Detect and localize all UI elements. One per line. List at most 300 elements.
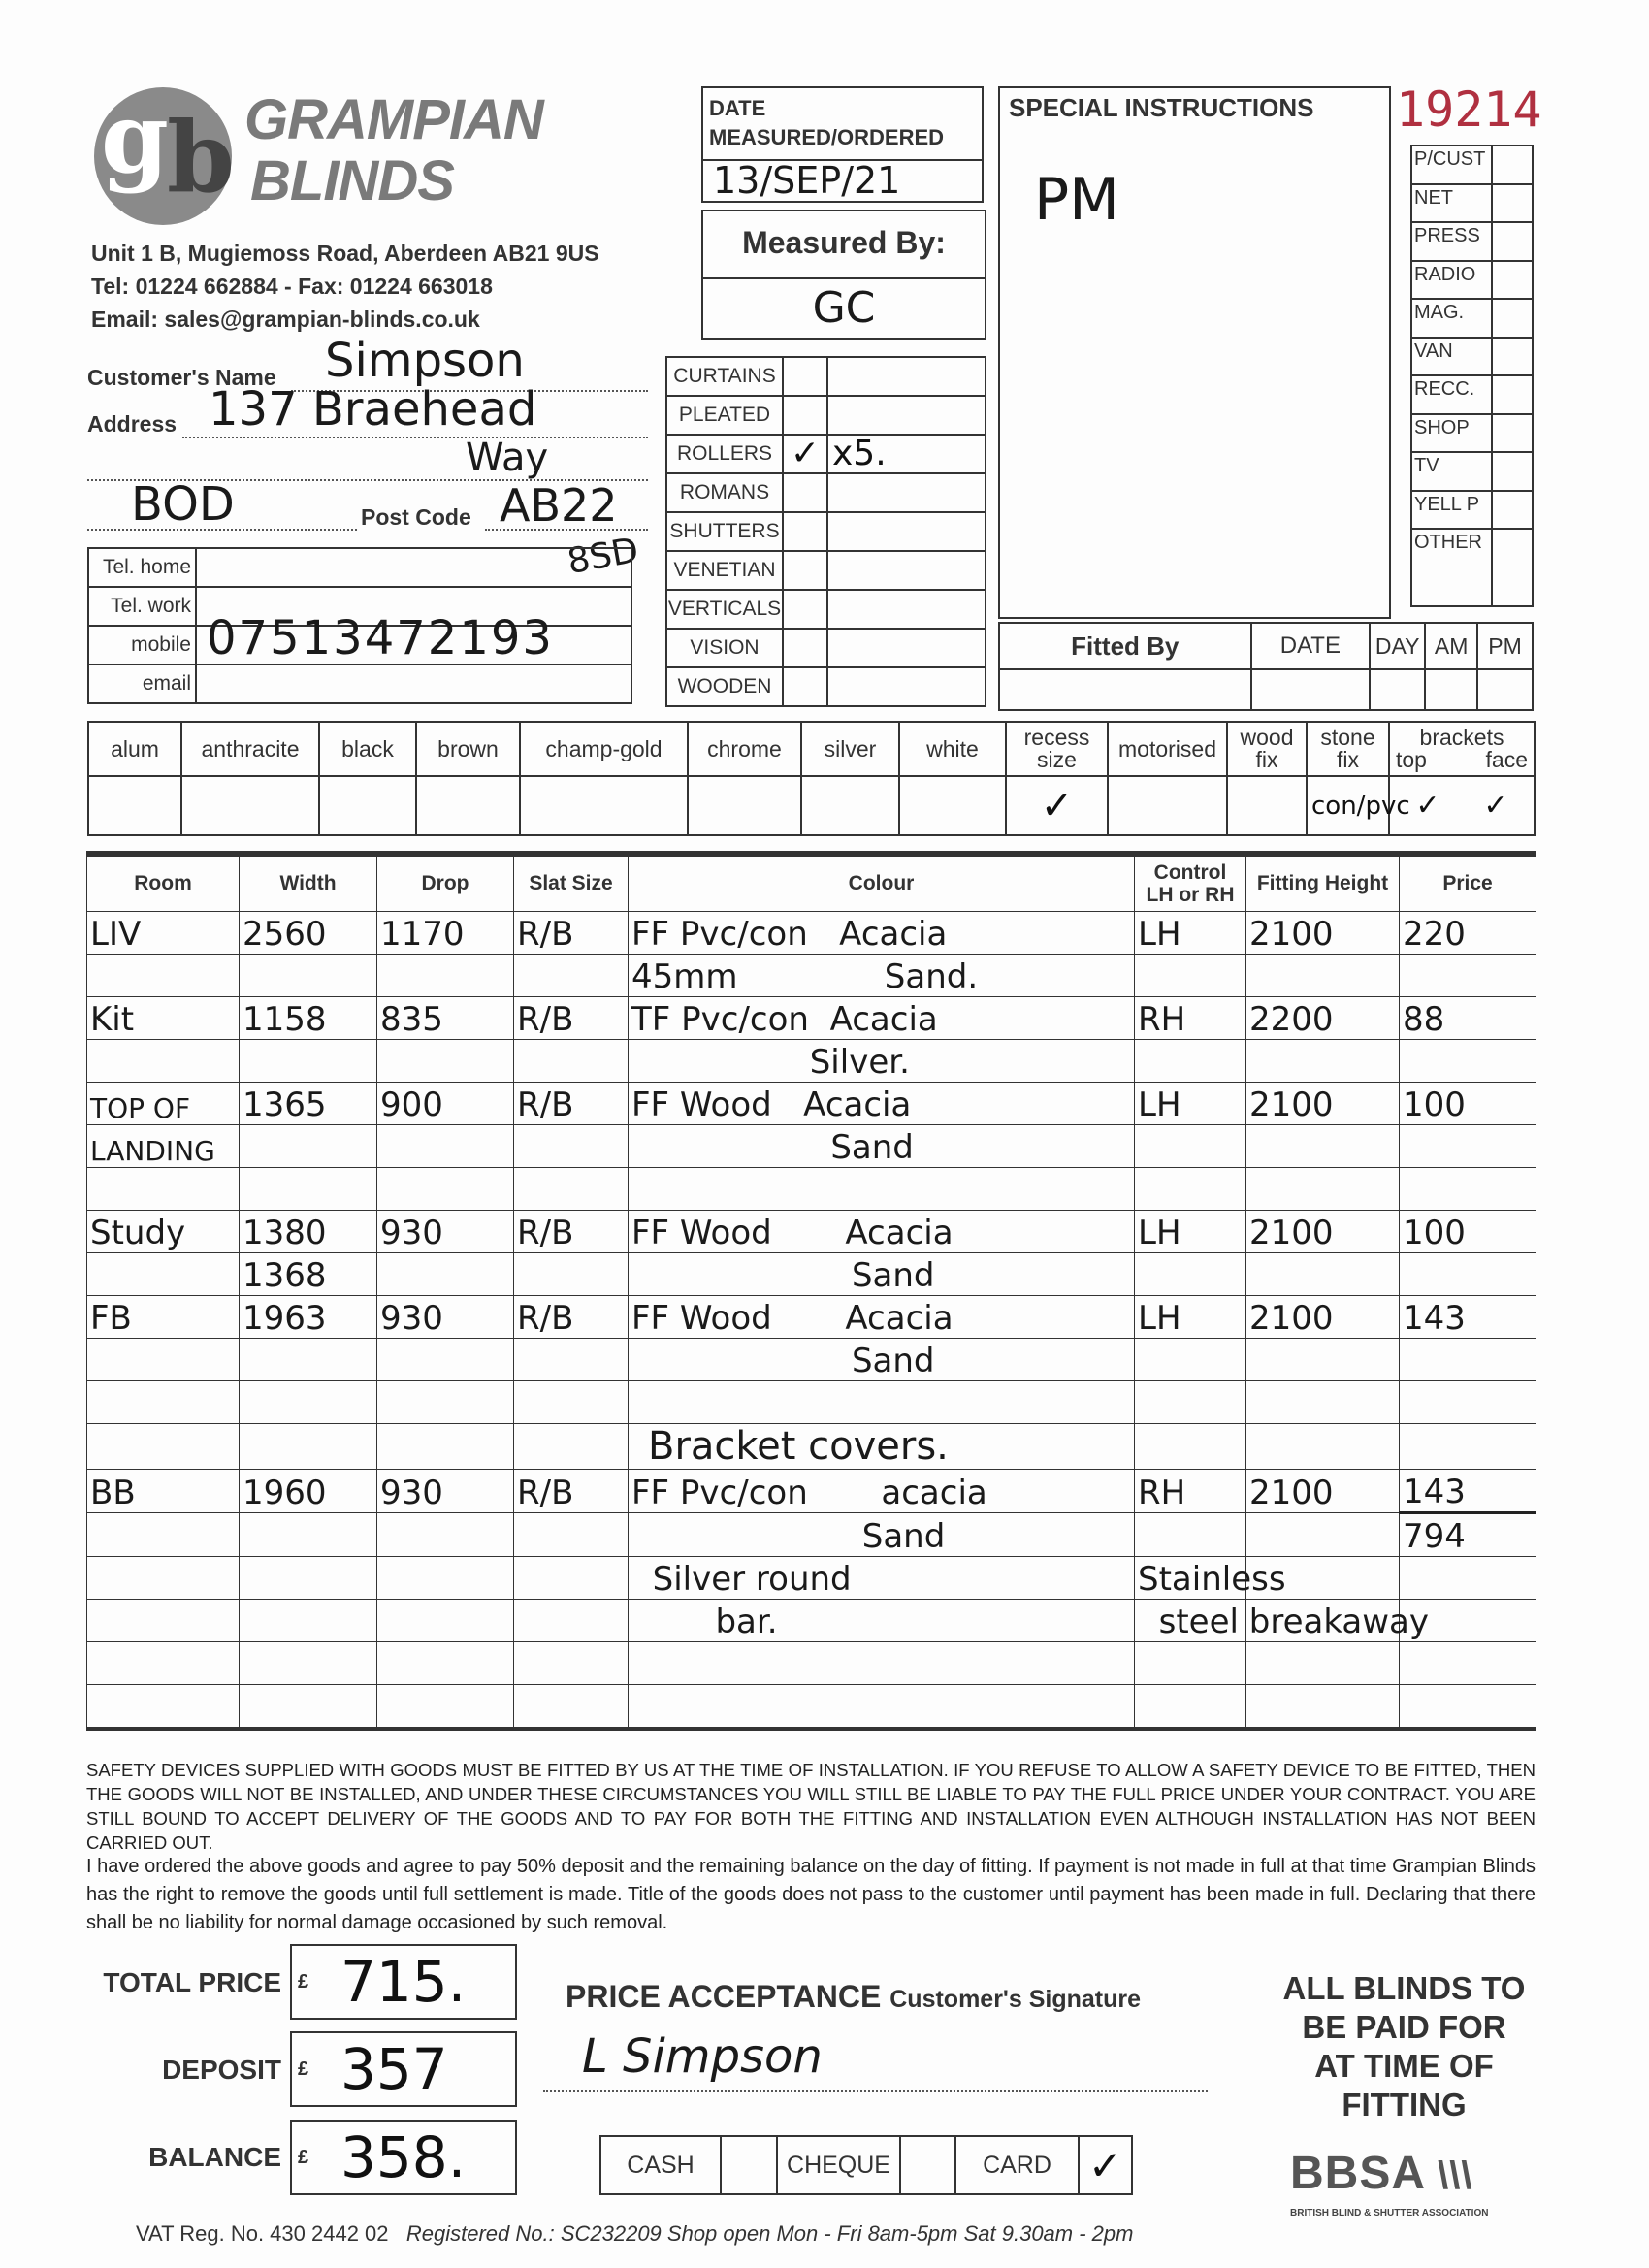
cell-control[interactable] bbox=[1135, 1513, 1246, 1557]
cell-slat-size[interactable] bbox=[514, 1253, 629, 1296]
cell-control[interactable] bbox=[1135, 1125, 1246, 1168]
cell-slat-size[interactable]: R/B bbox=[514, 997, 629, 1040]
table-row bbox=[87, 1470, 1536, 1513]
cell-width[interactable]: 1365 bbox=[240, 1083, 377, 1125]
cell-drop[interactable]: 930 bbox=[377, 1296, 514, 1339]
brackets-header bbox=[1389, 722, 1535, 776]
source-label: NET bbox=[1411, 184, 1492, 223]
cell-drop[interactable] bbox=[377, 1253, 514, 1296]
column-header-colour: Colour bbox=[629, 857, 1135, 912]
cell-colour[interactable] bbox=[629, 1168, 1135, 1211]
source-label: P/CUST bbox=[1411, 146, 1492, 184]
cell-room[interactable] bbox=[87, 1381, 240, 1424]
option-header: brown bbox=[416, 722, 520, 776]
source-label: OTHER bbox=[1411, 529, 1492, 606]
cell-room[interactable]: TOP OF bbox=[87, 1083, 240, 1125]
logo-mark-b: b bbox=[167, 100, 235, 214]
cell-colour[interactable]: TF Pvc/con Acacia bbox=[629, 997, 1135, 1040]
cell-colour[interactable]: Sand bbox=[629, 1125, 1135, 1168]
cell-price[interactable] bbox=[1400, 1424, 1536, 1470]
table-row bbox=[87, 1557, 1536, 1600]
table-row bbox=[87, 1296, 1536, 1339]
blind-type-label: VISION bbox=[666, 629, 783, 667]
cell-colour[interactable]: Silver round bbox=[629, 1557, 1135, 1600]
option-header: anthracite bbox=[181, 722, 319, 776]
cell-width[interactable] bbox=[240, 1600, 377, 1642]
contact-table bbox=[87, 547, 632, 704]
cell-slat-size[interactable]: R/B bbox=[514, 1296, 629, 1339]
table-row bbox=[87, 1083, 1536, 1125]
cell-control[interactable] bbox=[1135, 1168, 1246, 1211]
cell-fitting-height[interactable] bbox=[1246, 1685, 1400, 1730]
cell-drop[interactable] bbox=[377, 1125, 514, 1168]
cell-fitting-height[interactable] bbox=[1246, 1040, 1400, 1083]
special-instructions-value[interactable]: PM bbox=[1034, 166, 1119, 234]
cell-control[interactable]: steel breakaway bbox=[1135, 1600, 1246, 1642]
source-checkbox[interactable] bbox=[1492, 491, 1533, 530]
cell-control[interactable] bbox=[1135, 1339, 1246, 1381]
cell-drop[interactable] bbox=[377, 1685, 514, 1730]
date-value[interactable]: 13/SEP/21 bbox=[713, 159, 901, 202]
table-row bbox=[87, 1424, 1536, 1470]
cell-width[interactable]: 1368 bbox=[240, 1253, 377, 1296]
blind-type-qty[interactable] bbox=[827, 396, 986, 435]
source-label: SHOP bbox=[1411, 414, 1492, 453]
cell-fitting-height[interactable] bbox=[1246, 1339, 1400, 1381]
cell-slat-size[interactable] bbox=[514, 1381, 629, 1424]
cell-control[interactable]: LH bbox=[1135, 912, 1246, 955]
measurement-table bbox=[86, 851, 1536, 1731]
cell-width[interactable]: 1963 bbox=[240, 1296, 377, 1339]
cell-width[interactable] bbox=[240, 1040, 377, 1083]
option-value[interactable] bbox=[416, 776, 520, 835]
cell-slat-size[interactable] bbox=[514, 1168, 629, 1211]
balance-label: BALANCE bbox=[148, 2142, 281, 2172]
cell-drop[interactable]: 900 bbox=[377, 1083, 514, 1125]
total-price-label: TOTAL PRICE bbox=[103, 1967, 281, 1997]
source-checkbox[interactable] bbox=[1492, 338, 1533, 376]
cell-colour[interactable]: bar. bbox=[629, 1600, 1135, 1642]
cell-price[interactable]: 88 bbox=[1400, 997, 1536, 1040]
cell-slat-size[interactable] bbox=[514, 1642, 629, 1685]
cell-control[interactable] bbox=[1135, 955, 1246, 997]
cell-price[interactable] bbox=[1400, 1168, 1536, 1211]
cell-fitting-height[interactable] bbox=[1246, 1125, 1400, 1168]
blind-type-label: CURTAINS bbox=[666, 357, 783, 396]
cell-width[interactable]: 1960 bbox=[240, 1470, 377, 1513]
cell-slat-size[interactable] bbox=[514, 1040, 629, 1083]
cell-fitting-height[interactable]: 2100 bbox=[1246, 1211, 1400, 1253]
cell-drop[interactable] bbox=[377, 1513, 514, 1557]
cell-colour[interactable]: Sand bbox=[629, 1253, 1135, 1296]
column-header-control: Control LH or RH bbox=[1135, 857, 1246, 912]
cell-width[interactable] bbox=[240, 1168, 377, 1211]
table-row bbox=[87, 1125, 1536, 1168]
cell-colour[interactable]: FF Pvc/con acacia bbox=[629, 1470, 1135, 1513]
price-acceptance-title bbox=[566, 1979, 1141, 2015]
tel-home-input[interactable] bbox=[196, 548, 631, 587]
blind-type-label: ROLLERS bbox=[666, 435, 783, 473]
cell-room[interactable]: Study bbox=[87, 1211, 240, 1253]
cash-checkbox[interactable] bbox=[721, 2136, 777, 2194]
blind-type-checkbox[interactable] bbox=[783, 667, 827, 706]
cell-control[interactable] bbox=[1135, 1642, 1246, 1685]
cell-width[interactable] bbox=[240, 1642, 377, 1685]
cell-control[interactable]: LH bbox=[1135, 1083, 1246, 1125]
mobile-value: 07513472193 bbox=[207, 611, 554, 665]
fitted-date-input[interactable] bbox=[1251, 669, 1371, 710]
address-line-1[interactable]: 137 Braehead bbox=[209, 382, 537, 437]
cell-price[interactable] bbox=[1400, 1557, 1536, 1600]
card-checkbox[interactable]: ✓ bbox=[1079, 2136, 1132, 2194]
brackets-face-label: face bbox=[1485, 747, 1528, 772]
cell-fitting-height[interactable]: 2100 bbox=[1246, 912, 1400, 955]
cell-room[interactable] bbox=[87, 1253, 240, 1296]
options-table bbox=[87, 721, 1536, 836]
cell-slat-size[interactable]: R/B bbox=[514, 1083, 629, 1125]
cell-width[interactable] bbox=[240, 1557, 377, 1600]
cell-control[interactable]: RH bbox=[1135, 997, 1246, 1040]
cell-control[interactable]: LH bbox=[1135, 1211, 1246, 1253]
option-value[interactable]: con/pvc bbox=[1307, 776, 1389, 835]
special-instructions-label: SPECIAL INSTRUCTIONS bbox=[1009, 93, 1314, 122]
option-value[interactable] bbox=[1227, 776, 1307, 835]
option-value[interactable] bbox=[88, 776, 181, 835]
cell-price[interactable]: 220 bbox=[1400, 912, 1536, 955]
cell-room[interactable]: BB bbox=[87, 1470, 240, 1513]
company-email: Email: sales@grampian-blinds.co.uk bbox=[91, 307, 480, 332]
brackets-face-check[interactable]: ✓ bbox=[1483, 789, 1508, 823]
cash-label: CASH bbox=[600, 2136, 721, 2194]
source-label: PRESS bbox=[1411, 222, 1492, 261]
cell-slat-size[interactable]: R/B bbox=[514, 1211, 629, 1253]
cell-slat-size[interactable] bbox=[514, 1557, 629, 1600]
fitted-day-input[interactable] bbox=[1370, 669, 1425, 710]
blind-type-checkbox[interactable]: ✓ bbox=[783, 435, 827, 473]
cell-room[interactable] bbox=[87, 1040, 240, 1083]
customer-signature[interactable]: L Simpson bbox=[582, 2029, 823, 2084]
table-row bbox=[87, 955, 1536, 997]
column-header-drop: Drop bbox=[377, 857, 514, 912]
cell-width[interactable] bbox=[240, 1685, 377, 1730]
measured-by-value[interactable]: GC bbox=[812, 283, 876, 333]
table-row bbox=[87, 1211, 1536, 1253]
cell-slat-size[interactable] bbox=[514, 1600, 629, 1642]
address-line-2[interactable]: Way bbox=[466, 436, 549, 480]
notice-line: FITTING bbox=[1342, 2087, 1467, 2122]
option-header: wood fix bbox=[1227, 722, 1307, 776]
cell-width[interactable] bbox=[240, 1381, 377, 1424]
blind-type-qty[interactable] bbox=[827, 357, 986, 396]
table-row bbox=[87, 1600, 1536, 1642]
option-value[interactable] bbox=[1108, 776, 1227, 835]
cell-colour[interactable]: FF Pvc/con Acacia bbox=[629, 912, 1135, 955]
table-header bbox=[87, 857, 1536, 912]
cell-price[interactable]: 143 bbox=[1400, 1470, 1536, 1513]
cell-price[interactable]: 794 bbox=[1400, 1513, 1536, 1557]
cell-width[interactable]: 1158 bbox=[240, 997, 377, 1040]
blind-type-checkbox[interactable] bbox=[783, 396, 827, 435]
cell-slat-size[interactable] bbox=[514, 1424, 629, 1470]
cell-room[interactable] bbox=[87, 1642, 240, 1685]
cell-drop[interactable] bbox=[377, 1557, 514, 1600]
cell-colour[interactable]: 45mm Sand. bbox=[629, 955, 1135, 997]
bbsa-logo-text: BBSA bbox=[1290, 2148, 1427, 2199]
blind-type-label: VENETIAN bbox=[666, 551, 783, 590]
customer-name-value[interactable]: Simpson bbox=[325, 334, 525, 388]
column-header-room: Room bbox=[87, 857, 240, 912]
cell-drop[interactable] bbox=[377, 1600, 514, 1642]
company-name-1: GRAMPIAN bbox=[244, 88, 543, 151]
source-checkbox[interactable] bbox=[1492, 414, 1533, 453]
cell-fitting-height[interactable]: 2100 bbox=[1246, 1470, 1400, 1513]
cell-slat-size[interactable] bbox=[514, 1339, 629, 1381]
cell-price[interactable] bbox=[1400, 1381, 1536, 1424]
cell-drop[interactable] bbox=[377, 1381, 514, 1424]
cell-slat-size[interactable] bbox=[514, 1513, 629, 1557]
cell-slat-size[interactable]: R/B bbox=[514, 1470, 629, 1513]
blind-type-checkbox[interactable] bbox=[783, 551, 827, 590]
cell-price[interactable] bbox=[1400, 1600, 1536, 1642]
blind-type-checkbox[interactable] bbox=[783, 473, 827, 512]
cell-fitting-height[interactable] bbox=[1246, 1168, 1400, 1211]
bbsa-caption: BRITISH BLIND & SHUTTER ASSOCIATION bbox=[1290, 2208, 1489, 2219]
cell-room[interactable]: LIV bbox=[87, 912, 240, 955]
cell-control[interactable] bbox=[1135, 1381, 1246, 1424]
notice-line: BE PAID FOR bbox=[1302, 2009, 1506, 2045]
customer-name-label: Customer's Name bbox=[87, 365, 276, 390]
blind-type-qty[interactable] bbox=[827, 551, 986, 590]
cell-colour[interactable]: FF Wood Acacia bbox=[629, 1083, 1135, 1125]
option-header: alum bbox=[88, 722, 181, 776]
cell-colour[interactable] bbox=[629, 1381, 1135, 1424]
option-value[interactable] bbox=[688, 776, 801, 835]
cell-room[interactable] bbox=[87, 1424, 240, 1470]
source-checkbox[interactable] bbox=[1492, 146, 1533, 184]
source-label: TV bbox=[1411, 452, 1492, 491]
email-input[interactable] bbox=[196, 664, 631, 703]
bbsa-logo: BBSA \\\ bbox=[1290, 2148, 1473, 2199]
registration-info: Registered No.: SC232209 Shop open Mon - Fri 8am-5pm Sat 9.30am - 2pm bbox=[405, 2221, 1134, 2246]
cell-width[interactable] bbox=[240, 1513, 377, 1557]
postcode-extra[interactable]: 8SD bbox=[564, 530, 642, 583]
cell-control[interactable]: RH bbox=[1135, 1470, 1246, 1513]
blind-type-checkbox[interactable] bbox=[783, 512, 827, 551]
deposit-box[interactable] bbox=[290, 2031, 517, 2107]
table-row bbox=[87, 1040, 1536, 1083]
source-checkbox[interactable] bbox=[1492, 529, 1533, 606]
option-value[interactable] bbox=[801, 776, 899, 835]
company-address: Unit 1 B, Mugiemoss Road, Aberdeen AB21 9US bbox=[91, 241, 599, 266]
cell-control[interactable]: LH bbox=[1135, 1296, 1246, 1339]
cell-slat-size[interactable] bbox=[514, 1685, 629, 1730]
cheque-label: CHEQUE bbox=[777, 2136, 900, 2194]
cell-room[interactable] bbox=[87, 955, 240, 997]
option-header: motorised bbox=[1108, 722, 1227, 776]
cell-price[interactable] bbox=[1400, 955, 1536, 997]
company-name-2: BLINDS bbox=[250, 149, 454, 212]
cell-drop[interactable] bbox=[377, 1339, 514, 1381]
blind-type-checkbox[interactable] bbox=[783, 629, 827, 667]
blind-type-label: WOODEN bbox=[666, 667, 783, 706]
cell-colour[interactable]: FF Wood Acacia bbox=[629, 1211, 1135, 1253]
cell-price[interactable] bbox=[1400, 1125, 1536, 1168]
cell-control[interactable] bbox=[1135, 1040, 1246, 1083]
cell-room[interactable]: LANDING bbox=[87, 1125, 240, 1168]
fitted-am-input[interactable] bbox=[1425, 669, 1477, 710]
cell-control[interactable] bbox=[1135, 1253, 1246, 1296]
cell-price[interactable] bbox=[1400, 1040, 1536, 1083]
cell-drop[interactable]: 930 bbox=[377, 1211, 514, 1253]
blind-type-qty[interactable] bbox=[827, 667, 986, 706]
blind-type-qty[interactable]: x5. bbox=[827, 435, 986, 473]
cell-colour[interactable]: Sand bbox=[629, 1339, 1135, 1381]
cell-slat-size[interactable] bbox=[514, 955, 629, 997]
cell-colour[interactable]: Sand bbox=[629, 1513, 1135, 1557]
cell-room[interactable] bbox=[87, 1168, 240, 1211]
signature-label: Customer's Signature bbox=[889, 1986, 1142, 2013]
cell-drop[interactable] bbox=[377, 1168, 514, 1211]
cell-colour[interactable]: Bracket covers. bbox=[629, 1424, 1135, 1470]
option-value[interactable] bbox=[319, 776, 416, 835]
order-number: 19214 bbox=[1396, 81, 1542, 138]
column-header-price: Price bbox=[1400, 857, 1536, 912]
cell-control[interactable] bbox=[1135, 1685, 1246, 1730]
blind-type-qty[interactable] bbox=[827, 512, 986, 551]
source-checkbox[interactable] bbox=[1492, 452, 1533, 491]
cell-colour[interactable]: Silver. bbox=[629, 1040, 1135, 1083]
cell-room[interactable]: Kit bbox=[87, 997, 240, 1040]
source-checkbox[interactable] bbox=[1492, 222, 1533, 261]
logo-mark: g bbox=[101, 81, 169, 195]
option-value[interactable] bbox=[181, 776, 319, 835]
mobile-input[interactable] bbox=[196, 611, 631, 665]
cell-colour[interactable] bbox=[629, 1685, 1135, 1730]
source-checkbox[interactable] bbox=[1492, 261, 1533, 300]
cell-colour[interactable] bbox=[629, 1642, 1135, 1685]
cell-drop[interactable] bbox=[377, 1040, 514, 1083]
safety-notice: SAFETY DEVICES SUPPLIED WITH GOODS MUST BE FITTED BY US AT THE TIME OF INSTALLATION. IF YOU REFUSE TO ALLOW A SAFETY DEVICE TO BE FITTED, THEN THE GOODS WILL NOT BE INSTALLED, AND UNDER THESE CIRCUMSTANCES YOU WILL STILL BE LIABLE TO PAY THE FULL PRICE UNDER YOUR CONTRACT. YOU ARE STILL BOUND TO ACCEPT DELIVERY OF THE GOODS AND TO PAY FOR BOTH THE FITTING AND INSTALLATION EVEN ALTHOUGH INSTALLATION HAS NOT BEEN CARRIED OUT. bbox=[86, 1760, 1536, 1853]
cell-drop[interactable]: 1170 bbox=[377, 912, 514, 955]
cell-price[interactable]: 100 bbox=[1400, 1083, 1536, 1125]
cell-fitting-height[interactable] bbox=[1246, 1600, 1400, 1642]
payment-notice bbox=[1251, 1969, 1557, 2124]
table-row bbox=[87, 1381, 1536, 1424]
cell-slat-size[interactable] bbox=[514, 1125, 629, 1168]
brackets-top-check[interactable]: ✓ bbox=[1415, 789, 1440, 823]
postcode-label: Post Code bbox=[361, 504, 471, 530]
source-checkbox[interactable] bbox=[1492, 375, 1533, 414]
cell-colour[interactable]: FF Wood Acacia bbox=[629, 1296, 1135, 1339]
option-header: chrome bbox=[688, 722, 801, 776]
cell-room[interactable] bbox=[87, 1339, 240, 1381]
blind-type-qty[interactable] bbox=[827, 629, 986, 667]
blind-type-qty[interactable] bbox=[827, 473, 986, 512]
brackets-top-label: top bbox=[1396, 747, 1427, 772]
postcode-value[interactable]: AB22 bbox=[500, 479, 618, 532]
cell-drop[interactable]: 930 bbox=[377, 1470, 514, 1513]
cell-room[interactable] bbox=[87, 1685, 240, 1730]
balance-box[interactable] bbox=[290, 2120, 517, 2195]
fitted-day-label: DAY bbox=[1370, 623, 1425, 669]
cell-fitting-height[interactable]: 2100 bbox=[1246, 1296, 1400, 1339]
special-instructions-box bbox=[998, 86, 1391, 619]
cell-price[interactable] bbox=[1400, 1339, 1536, 1381]
cell-width[interactable] bbox=[240, 955, 377, 997]
blind-type-label: SHUTTERS bbox=[666, 512, 783, 551]
option-header: silver bbox=[801, 722, 899, 776]
cell-width[interactable] bbox=[240, 1125, 377, 1168]
cell-drop[interactable] bbox=[377, 1424, 514, 1470]
cell-room[interactable] bbox=[87, 1557, 240, 1600]
total-price-box[interactable] bbox=[290, 1944, 517, 2020]
cell-drop[interactable] bbox=[377, 1642, 514, 1685]
option-header: stone fix bbox=[1307, 722, 1389, 776]
cell-width[interactable]: 2560 bbox=[240, 912, 377, 955]
cell-fitting-height[interactable] bbox=[1246, 1253, 1400, 1296]
cell-price[interactable]: 143 bbox=[1400, 1296, 1536, 1339]
cell-drop[interactable] bbox=[377, 955, 514, 997]
cell-drop[interactable]: 835 bbox=[377, 997, 514, 1040]
address-label: Address bbox=[87, 411, 178, 437]
option-value[interactable] bbox=[520, 776, 688, 835]
cell-room[interactable] bbox=[87, 1600, 240, 1642]
blind-type-qty[interactable] bbox=[827, 590, 986, 629]
cell-width[interactable] bbox=[240, 1424, 377, 1470]
cell-fitting-height[interactable] bbox=[1246, 1513, 1400, 1557]
currency-symbol: £ bbox=[298, 1971, 309, 1993]
cell-control[interactable]: Stainless bbox=[1135, 1557, 1246, 1600]
cheque-checkbox[interactable] bbox=[900, 2136, 955, 2194]
fitted-pm-input[interactable] bbox=[1477, 669, 1533, 710]
cell-width[interactable] bbox=[240, 1339, 377, 1381]
currency-symbol: £ bbox=[298, 2058, 309, 2080]
cell-price[interactable] bbox=[1400, 1685, 1536, 1730]
cell-fitting-height[interactable] bbox=[1246, 955, 1400, 997]
cell-price[interactable] bbox=[1400, 1253, 1536, 1296]
company-phone: Tel: 01224 662884 - Fax: 01224 663018 bbox=[91, 274, 493, 299]
option-value[interactable]: ✓ bbox=[1006, 776, 1108, 835]
fitted-by-input[interactable] bbox=[999, 669, 1251, 710]
cell-fitting-height[interactable]: 2200 bbox=[1246, 997, 1400, 1040]
blind-type-checkbox[interactable] bbox=[783, 357, 827, 396]
measured-by-label: Measured By: bbox=[742, 225, 946, 260]
cell-control[interactable] bbox=[1135, 1424, 1246, 1470]
cell-fitting-height[interactable] bbox=[1246, 1381, 1400, 1424]
cell-fitting-height[interactable] bbox=[1246, 1557, 1400, 1600]
cell-fitting-height[interactable] bbox=[1246, 1642, 1400, 1685]
cell-price[interactable] bbox=[1400, 1642, 1536, 1685]
table-row bbox=[87, 1339, 1536, 1381]
source-checkbox[interactable] bbox=[1492, 184, 1533, 223]
cell-fitting-height[interactable] bbox=[1246, 1424, 1400, 1470]
notice-line: ALL BLINDS TO bbox=[1282, 1970, 1526, 2006]
brackets-value[interactable] bbox=[1389, 776, 1535, 835]
option-value[interactable] bbox=[899, 776, 1006, 835]
address-line-3[interactable]: BOD bbox=[131, 477, 235, 532]
price-acceptance-label: PRICE ACCEPTANCE bbox=[566, 1979, 882, 2014]
cell-slat-size[interactable]: R/B bbox=[514, 912, 629, 955]
cell-room[interactable]: FB bbox=[87, 1296, 240, 1339]
cell-room[interactable] bbox=[87, 1513, 240, 1557]
blind-type-label: PLEATED bbox=[666, 396, 783, 435]
cell-width[interactable]: 1380 bbox=[240, 1211, 377, 1253]
source-checkbox[interactable] bbox=[1492, 299, 1533, 338]
blind-type-checkbox[interactable] bbox=[783, 590, 827, 629]
cell-price[interactable]: 100 bbox=[1400, 1211, 1536, 1253]
card-label: CARD bbox=[955, 2136, 1079, 2194]
cell-fitting-height[interactable]: 2100 bbox=[1246, 1083, 1400, 1125]
